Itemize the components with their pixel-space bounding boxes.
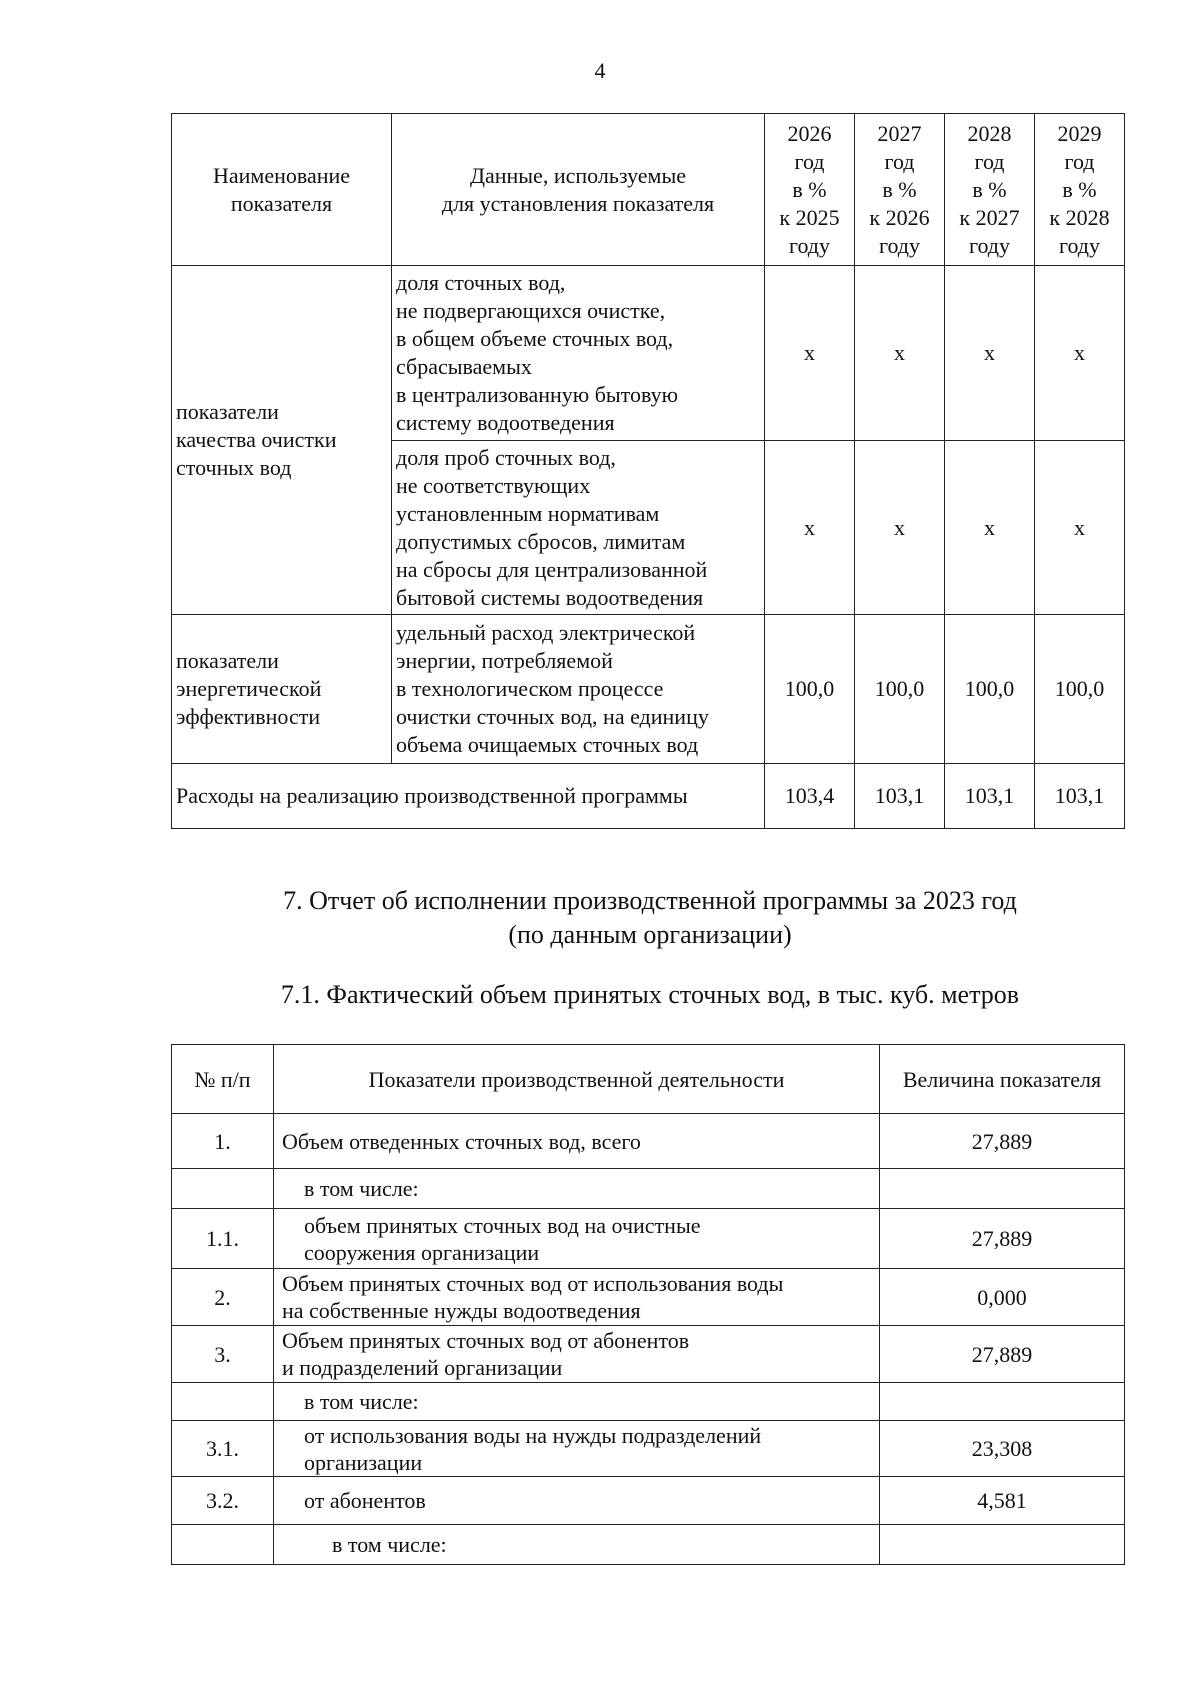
row-value: 23,308 [880,1421,1125,1477]
table-row [172,1209,1125,1269]
value-cell: x [855,266,945,441]
row-indicator: Объем принятых сточных вод от абонентов и подразделений организации [274,1326,880,1383]
row-number: 1.1. [172,1209,274,1269]
value-cell: 100,0 [1035,615,1125,764]
table-row [172,1114,1125,1169]
row-number [172,1169,274,1209]
row-value: 4,581 [880,1477,1125,1525]
table-row [172,1326,1125,1383]
header-number: № п/п [172,1045,274,1114]
value-cell: 100,0 [945,615,1035,764]
table-row [172,266,1125,441]
table-row [172,1421,1125,1477]
value-cell: 103,1 [855,764,945,829]
row-value: 0,000 [880,1269,1125,1326]
targets-table [171,113,1125,829]
row-value: 27,889 [880,1209,1125,1269]
header-indicator-name: Наименование показателя [172,114,392,266]
row-number: 3.1. [172,1421,274,1477]
header-year-2028: 2028 год в % к 2027 году [945,114,1035,266]
row-number [172,1383,274,1421]
row-value [880,1525,1125,1565]
row-value: 27,889 [880,1114,1125,1169]
row-number [172,1525,274,1565]
row-indicator: объем принятых сточных вод на очистные сооружения организации [274,1209,880,1269]
value-cell: x [765,266,855,441]
table-row [172,1169,1125,1209]
table-row [172,1383,1125,1421]
row-number: 3.2. [172,1477,274,1525]
row-value [880,1169,1125,1209]
value-cell: 103,1 [945,764,1035,829]
value-cell: x [855,441,945,615]
table-row [172,1269,1125,1326]
table-row [172,1477,1125,1525]
header-year-2029: 2029 год в % к 2028 году [1035,114,1125,266]
section-7-title-line1: 7. Отчет об исполнении производственной программы за 2023 год [283,886,1017,915]
header-value: Величина показателя [880,1045,1125,1114]
section-7-1-heading: 7.1. Фактический объем принятых сточных вод, в тыс. куб. метров [280,980,1020,1009]
value-cell: 100,0 [765,615,855,764]
indicator-group-treatment-quality: показатели качества очистки сточных вод [172,266,392,615]
wastewater-volume-table [171,1044,1125,1565]
row-number: 2. [172,1269,274,1326]
row-indicator: Объем принятых сточных вод от использования воды на собственные нужды водоотведения [274,1269,880,1326]
row-value: 27,889 [880,1326,1125,1383]
section-7-title-line2: (по данным организации) [508,920,792,949]
header-year-2027: 2027 год в % к 2026 году [855,114,945,266]
value-cell: 103,4 [765,764,855,829]
volume-header-row [172,1045,1125,1114]
expenses-row [172,764,1125,829]
value-cell: 100,0 [855,615,945,764]
value-cell: x [945,441,1035,615]
value-cell: x [1035,441,1125,615]
row-indicator: в том числе: [274,1169,880,1209]
value-cell: x [1035,266,1125,441]
row-indicator: от использования воды на нужды подразделений организации [274,1421,880,1477]
row-number: 1. [172,1114,274,1169]
table-row [172,615,1125,764]
section-7-heading [0,884,1200,952]
header-indicator: Показатели производственной деятельности [274,1045,880,1114]
value-cell: 103,1 [1035,764,1125,829]
row-indicator: Объем отведенных сточных вод, всего [274,1114,880,1169]
targets-header-row [172,114,1125,266]
header-year-2026: 2026 год в % к 2025 году [765,114,855,266]
indicator-data-cell: доля сточных вод, не подвергающихся очистке, в общем объеме сточных вод, сбрасываемых в централизованную бытовую систему водоотведения [392,266,765,441]
header-source-data: Данные, используемые для установления показателя [392,114,765,266]
row-value [880,1383,1125,1421]
row-number: 3. [172,1326,274,1383]
indicator-data-cell: доля проб сточных вод, не соответствующих установленным нормативам допустимых сбросов, лимитам на сбросы для централизованной бытовой системы водоотведения [392,441,765,615]
row-indicator: от абонентов [274,1477,880,1525]
row-indicator: в том числе: [274,1525,880,1565]
value-cell: x [765,441,855,615]
page-number: 4 [594,58,606,83]
indicator-data-cell: удельный расход электрической энергии, потребляемой в технологическом процессе очистки сточных вод, на единицу объема очищаемых сточных вод [392,615,765,764]
row-indicator: в том числе: [274,1383,880,1421]
indicator-group-energy-efficiency: показатели энергетической эффективности [172,615,392,764]
value-cell: x [945,266,1035,441]
expenses-label: Расходы на реализацию производственной программы [172,764,765,829]
table-row [172,1525,1125,1565]
